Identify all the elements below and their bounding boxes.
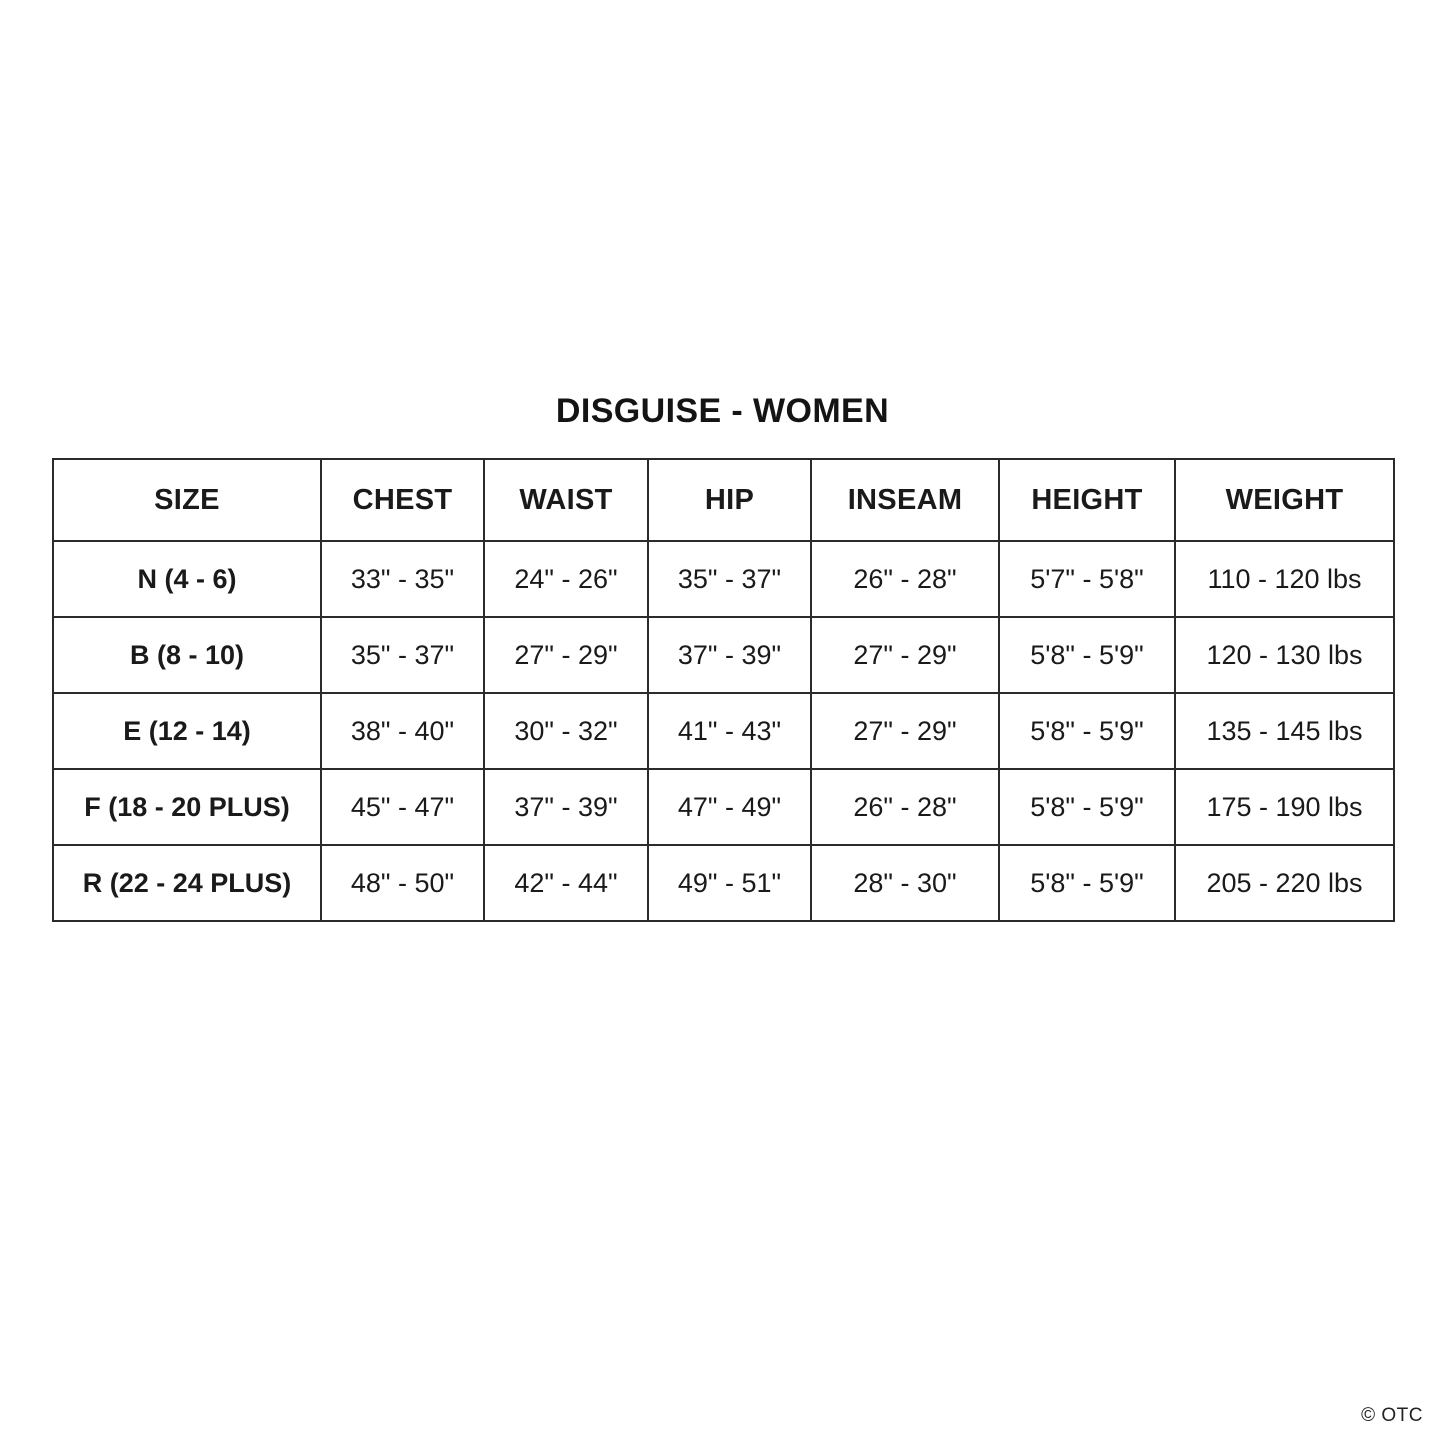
cell-inseam: 28" - 30"	[811, 845, 999, 921]
cell-weight: 205 - 220 lbs	[1175, 845, 1394, 921]
cell-hip: 35" - 37"	[648, 541, 811, 617]
column-header-height: HEIGHT	[999, 459, 1175, 541]
cell-waist: 37" - 39"	[484, 769, 648, 845]
cell-height: 5'8" - 5'9"	[999, 693, 1175, 769]
cell-waist: 27" - 29"	[484, 617, 648, 693]
cell-size: B (8 - 10)	[53, 617, 321, 693]
cell-chest: 48" - 50"	[321, 845, 484, 921]
cell-inseam: 27" - 29"	[811, 617, 999, 693]
cell-size: F (18 - 20 PLUS)	[53, 769, 321, 845]
table-row	[53, 693, 1394, 769]
cell-height: 5'7" - 5'8"	[999, 541, 1175, 617]
table-body	[53, 541, 1394, 921]
table-row	[53, 541, 1394, 617]
cell-waist: 30" - 32"	[484, 693, 648, 769]
cell-size: R (22 - 24 PLUS)	[53, 845, 321, 921]
column-header-waist: WAIST	[484, 459, 648, 541]
table-header	[53, 459, 1394, 541]
column-header-size: SIZE	[53, 459, 321, 541]
cell-chest: 38" - 40"	[321, 693, 484, 769]
cell-inseam: 27" - 29"	[811, 693, 999, 769]
table-row	[53, 845, 1394, 921]
cell-waist: 24" - 26"	[484, 541, 648, 617]
table-row	[53, 617, 1394, 693]
column-header-weight: WEIGHT	[1175, 459, 1394, 541]
cell-hip: 37" - 39"	[648, 617, 811, 693]
cell-hip: 47" - 49"	[648, 769, 811, 845]
cell-size: E (12 - 14)	[53, 693, 321, 769]
cell-height: 5'8" - 5'9"	[999, 845, 1175, 921]
cell-hip: 49" - 51"	[648, 845, 811, 921]
size-chart-table	[52, 458, 1395, 922]
page-title: DISGUISE - WOMEN	[555, 392, 890, 430]
cell-inseam: 26" - 28"	[811, 541, 999, 617]
cell-weight: 135 - 145 lbs	[1175, 693, 1394, 769]
cell-size: N (4 - 6)	[53, 541, 321, 617]
column-header-hip: HIP	[648, 459, 811, 541]
cell-weight: 120 - 130 lbs	[1175, 617, 1394, 693]
cell-inseam: 26" - 28"	[811, 769, 999, 845]
table-header-row	[53, 459, 1394, 541]
cell-weight: 110 - 120 lbs	[1175, 541, 1394, 617]
cell-chest: 45" - 47"	[321, 769, 484, 845]
cell-height: 5'8" - 5'9"	[999, 769, 1175, 845]
copyright-watermark: © OTC	[1361, 1405, 1423, 1426]
cell-chest: 35" - 37"	[321, 617, 484, 693]
column-header-chest: CHEST	[321, 459, 484, 541]
cell-weight: 175 - 190 lbs	[1175, 769, 1394, 845]
cell-waist: 42" - 44"	[484, 845, 648, 921]
cell-hip: 41" - 43"	[648, 693, 811, 769]
column-header-inseam: INSEAM	[811, 459, 999, 541]
cell-chest: 33" - 35"	[321, 541, 484, 617]
table-row	[53, 769, 1394, 845]
cell-height: 5'8" - 5'9"	[999, 617, 1175, 693]
